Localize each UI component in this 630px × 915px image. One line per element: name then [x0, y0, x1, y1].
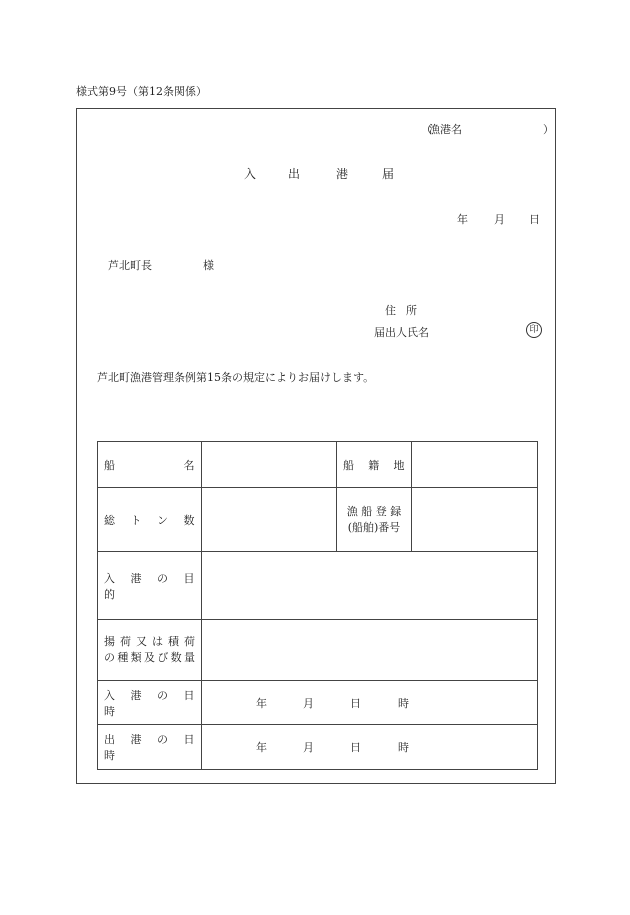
- harbor-bracket-open: （: [421, 123, 432, 136]
- vessel-info-table: [97, 441, 538, 770]
- table-row: [98, 681, 538, 725]
- addressee-name: 芦北町長: [108, 259, 152, 272]
- seal-mark: 印: [526, 322, 542, 338]
- entry-year-label: 年: [256, 696, 267, 710]
- title-char-4: 届: [382, 167, 395, 181]
- registration-number-label: [337, 488, 412, 552]
- cargo-field[interactable]: [202, 620, 538, 681]
- entry-datetime-field[interactable]: [202, 681, 538, 725]
- harbor-name-label: 漁港名: [429, 123, 462, 136]
- date-day-label: 日: [529, 213, 540, 226]
- entry-purpose-field[interactable]: [202, 552, 538, 620]
- date-month-label: 月: [494, 213, 505, 226]
- exit-datetime-field[interactable]: [202, 725, 538, 770]
- exit-day-label: 日: [350, 741, 361, 754]
- title-char-1: 入: [244, 167, 257, 181]
- entry-month-label: 月: [303, 696, 314, 710]
- cargo-label-line-2: の種類及び数量: [104, 651, 195, 664]
- exit-year-label: 年: [256, 741, 267, 754]
- address-label-char-1: 住: [385, 304, 396, 317]
- statement-text: 芦北町漁港管理条例第15条の規定によりお届けします。: [97, 371, 375, 384]
- registration-label-line-2: (船舶)番号: [347, 520, 401, 534]
- form-frame: [76, 108, 556, 784]
- form-number: 様式第9号（第12条関係）: [76, 85, 207, 98]
- table-row: [98, 620, 538, 681]
- registration-label-line-1: 漁 船 登 録: [346, 504, 402, 518]
- cargo-label: [98, 620, 202, 681]
- vessel-name-field[interactable]: [202, 442, 337, 488]
- registry-port-label: 船 籍 地: [337, 442, 412, 488]
- gross-tonnage-label: 総 ト ン 数: [98, 488, 202, 552]
- registry-port-field[interactable]: [412, 442, 538, 488]
- entry-hour-label: 時: [398, 696, 409, 710]
- address-label-char-2: 所: [406, 304, 417, 317]
- date-year-label: 年: [457, 213, 468, 226]
- cargo-label-line-1: 揚 荷 又 は 積 荷: [104, 635, 195, 648]
- addressee-honorific: 様: [203, 259, 214, 272]
- vessel-name-label: 船 名: [98, 442, 202, 488]
- entry-purpose-label: 入 港 の 目 的: [98, 552, 202, 620]
- applicant-name-label: 届出人氏名: [374, 326, 429, 339]
- registration-number-field[interactable]: [412, 488, 538, 552]
- exit-hour-label: 時: [398, 741, 409, 754]
- entry-day-label: 日: [350, 696, 361, 710]
- table-row: [98, 552, 538, 620]
- gross-tonnage-field[interactable]: [202, 488, 337, 552]
- table-row: [98, 725, 538, 770]
- exit-datetime-label: 出 港 の 日 時: [98, 725, 202, 770]
- exit-month-label: 月: [303, 741, 314, 754]
- table-row: [98, 488, 538, 552]
- title-char-2: 出: [288, 167, 301, 181]
- title-char-3: 港: [336, 167, 349, 181]
- entry-datetime-label: 入 港 の 日 時: [98, 681, 202, 725]
- table-row: [98, 442, 538, 488]
- harbor-bracket-close: ）: [543, 123, 554, 136]
